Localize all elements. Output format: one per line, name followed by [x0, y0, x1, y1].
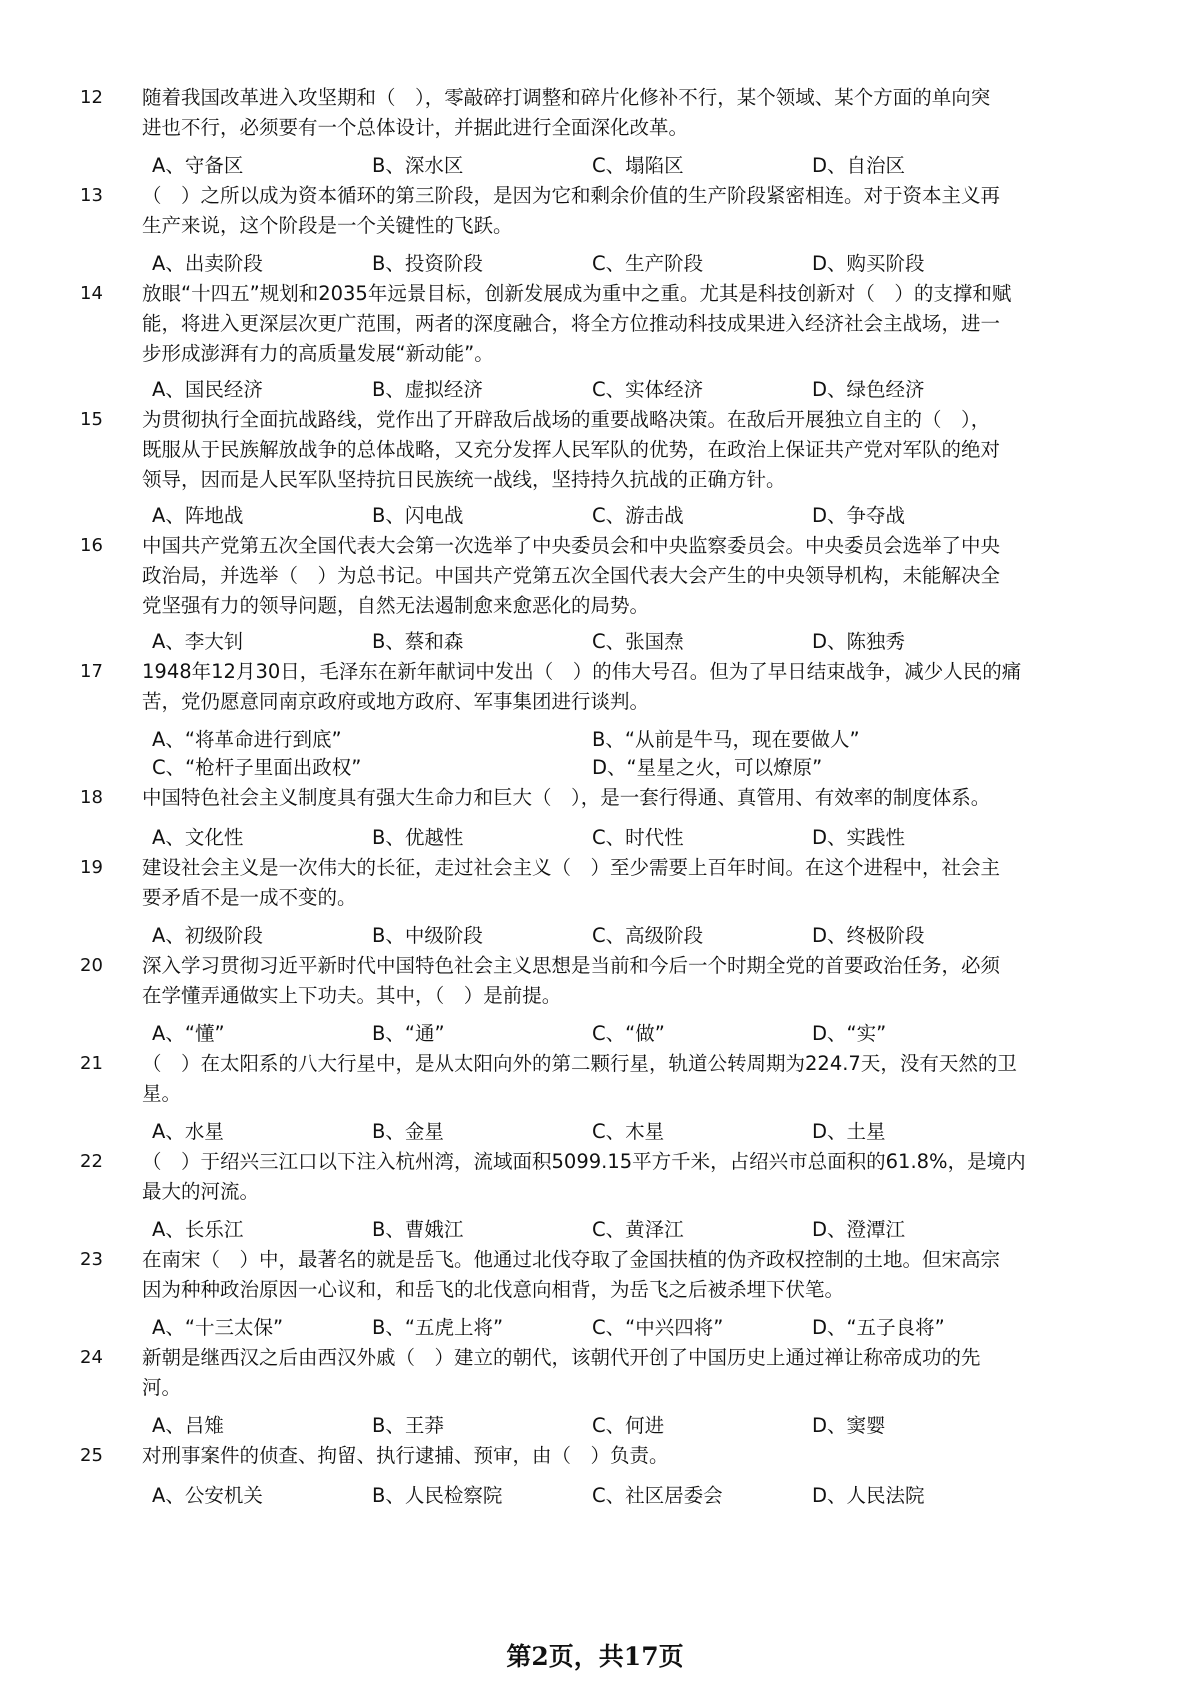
option-b: B、曹娥江: [372, 1218, 464, 1241]
option-c: C、时代性: [592, 826, 684, 849]
question-stem: （ ）之所以成为资本循环的第三阶段，是因为它和剩余价值的生产阶段紧密相连。对于资本主义再 生产来说，这个阶段是一个关键性的飞跃。: [142, 184, 1001, 237]
question-number: 13: [80, 185, 103, 206]
question-stem: 深入学习贯彻习近平新时代中国特色社会主义思想是当前和今后一个时期全党的首要政治任务，必须 在学懂弄通做实上下功夫。其中，（ ）是前提。: [142, 954, 1001, 1007]
question-number: 16: [80, 535, 103, 556]
option-d: D、自治区: [812, 154, 906, 177]
question-number: 21: [80, 1053, 103, 1074]
option-c: C、木星: [592, 1120, 665, 1143]
question-stem: 在南宋（ ）中，最著名的就是岳飞。他通过北伐夺取了金国扶植的伪齐政权控制的土地。但宋高宗 因为种种政治原因一心议和，和岳飞的北伐意向相背，为岳飞之后被杀埋下伏笔。: [142, 1248, 1001, 1301]
option-b: B、闪电战: [372, 504, 464, 527]
option-c: C、“做”: [592, 1022, 665, 1045]
option-a: A、守备区: [152, 154, 244, 177]
option-a: A、长乐江: [152, 1218, 244, 1241]
option-c: C、“中兴四将”: [592, 1316, 724, 1339]
option-d: D、“星星之火，可以燎原”: [592, 756, 823, 779]
option-b: B、金星: [372, 1120, 444, 1143]
option-a: A、国民经济: [152, 378, 263, 401]
option-c: C、“枪杆子里面出政权”: [152, 756, 362, 779]
option-b: B、“从前是牛马，现在要做人”: [592, 728, 860, 751]
option-a: A、公安机关: [152, 1484, 263, 1507]
option-d: D、陈独秀: [812, 630, 906, 653]
question-stem: 为贯彻执行全面抗战路线，党作出了开辟敌后战场的重要战略决策。在敌后开展独立自主的（ ）， 既服从于民族解放战争的总体战略，又充分发挥人民军队的优势，在政治上保证共产党对军队的绝对 领导，因而是人民军队坚持抗日民族统一战线，坚持持久抗战的正确方针。: [142, 408, 1001, 491]
question-number: 19: [80, 857, 103, 878]
question-number: 15: [80, 409, 103, 430]
option-b: B、虚拟经济: [372, 378, 483, 401]
option-a: A、“懂”: [152, 1022, 225, 1045]
option-c: C、实体经济: [592, 378, 704, 401]
option-d: D、终极阶段: [812, 924, 925, 947]
question-stem: 随着我国改革进入攻坚期和（ ），零敲碎打调整和碎片化修补不行，某个领域、某个方面的单向突 进也不行，必须要有一个总体设计，并据此进行全面深化改革。: [142, 86, 991, 139]
option-c: C、张国焘: [592, 630, 684, 653]
option-a: A、文化性: [152, 826, 244, 849]
question-number: 24: [80, 1347, 103, 1368]
question-number: 12: [80, 87, 103, 108]
question-stem: 建设社会主义是一次伟大的长征，走过社会主义（ ）至少需要上百年时间。在这个进程中，社会主 要矛盾不是一成不变的。: [142, 856, 1001, 909]
question-number: 20: [80, 955, 103, 976]
question-number: 22: [80, 1151, 103, 1172]
option-d: D、“实”: [812, 1022, 887, 1045]
question-stem: 新朝是继西汉之后由西汉外戚（ ）建立的朝代，该朝代开创了中国历史上通过禅让称帝成功的先 河。: [142, 1346, 981, 1399]
option-c: C、何进: [592, 1414, 665, 1437]
option-a: A、吕雉: [152, 1414, 224, 1437]
question-number: 17: [80, 661, 103, 682]
option-d: D、澄潭江: [812, 1218, 906, 1241]
question-stem: 1948年12月30日，毛泽东在新年献词中发出（ ）的伟大号召。但为了早日结束战争，减少人民的痛 苦，党仍愿意同南京政府或地方政府、军事集团进行谈判。: [142, 660, 1022, 713]
option-b: B、人民检察院: [372, 1484, 503, 1507]
option-b: B、蔡和森: [372, 630, 464, 653]
question-stem: 放眼“十四五”规划和2035年远景目标，创新发展成为重中之重。尤其是科技创新对（ ）的支撑和赋 能，将进入更深层次更广范围，两者的深度融合，将全方位推动科技成果进入经济社会主战场，进一 步形成澎湃有力的高质量发展“新动能”。: [142, 282, 1012, 365]
option-a: A、李大钊: [152, 630, 244, 653]
option-b: B、优越性: [372, 826, 464, 849]
option-d: D、“五子良将”: [812, 1316, 945, 1339]
question-stem: （ ）在太阳系的八大行星中，是从太阳向外的第二颗行星，轨道公转周期为224.7天，没有天然的卫 星。: [142, 1052, 1017, 1105]
option-b: B、“五虎上将”: [372, 1316, 504, 1339]
option-b: B、中级阶段: [372, 924, 483, 947]
question-number: 23: [80, 1249, 103, 1270]
option-a: A、“将革命进行到底”: [152, 728, 342, 751]
question-number: 14: [80, 283, 103, 304]
option-a: A、“十三太保”: [152, 1316, 284, 1339]
option-d: D、土星: [812, 1120, 886, 1143]
option-c: C、游击战: [592, 504, 684, 527]
option-a: A、出卖阶段: [152, 252, 263, 275]
question-stem: 中国共产党第五次全国代表大会第一次选举了中央委员会和中央监察委员会。中央委员会选举了中央 政治局，并选举（ ）为总书记。中国共产党第五次全国代表大会产生的中央领导机构，未能解决全 党坚强有力的领导问题，自然无法遏制愈来愈恶化的局势。: [142, 534, 1001, 617]
option-a: A、初级阶段: [152, 924, 263, 947]
question-number: 25: [80, 1445, 103, 1466]
option-c: C、生产阶段: [592, 252, 704, 275]
option-d: D、实践性: [812, 826, 906, 849]
option-c: C、塌陷区: [592, 154, 684, 177]
option-d: D、窦婴: [812, 1414, 886, 1437]
question-stem: 对刑事案件的侦查、拘留、执行逮捕、预审，由（ ）负责。: [142, 1444, 669, 1467]
question-number: 18: [80, 787, 103, 808]
option-d: D、人民法院: [812, 1484, 925, 1507]
option-d: D、购买阶段: [812, 252, 925, 275]
option-c: C、黄泽江: [592, 1218, 684, 1241]
option-b: B、王莽: [372, 1414, 444, 1437]
option-c: C、社区居委会: [592, 1484, 723, 1507]
option-b: B、深水区: [372, 154, 464, 177]
option-a: A、水星: [152, 1120, 224, 1143]
option-d: D、争夺战: [812, 504, 906, 527]
option-a: A、阵地战: [152, 504, 244, 527]
option-d: D、绿色经济: [812, 378, 925, 401]
page-number-footer: 第2页，共17页: [506, 1642, 684, 1671]
option-c: C、高级阶段: [592, 924, 704, 947]
question-stem: （ ）于绍兴三江口以下注入杭州湾，流域面积5099.15平方千米，占绍兴市总面积的61.8%，是境内 最大的河流。: [142, 1150, 1026, 1203]
option-b: B、投资阶段: [372, 252, 483, 275]
question-stem: 中国特色社会主义制度具有强大生命力和巨大（ ），是一套行得通、真管用、有效率的制度体系。: [142, 786, 991, 809]
option-b: B、“通”: [372, 1022, 445, 1045]
